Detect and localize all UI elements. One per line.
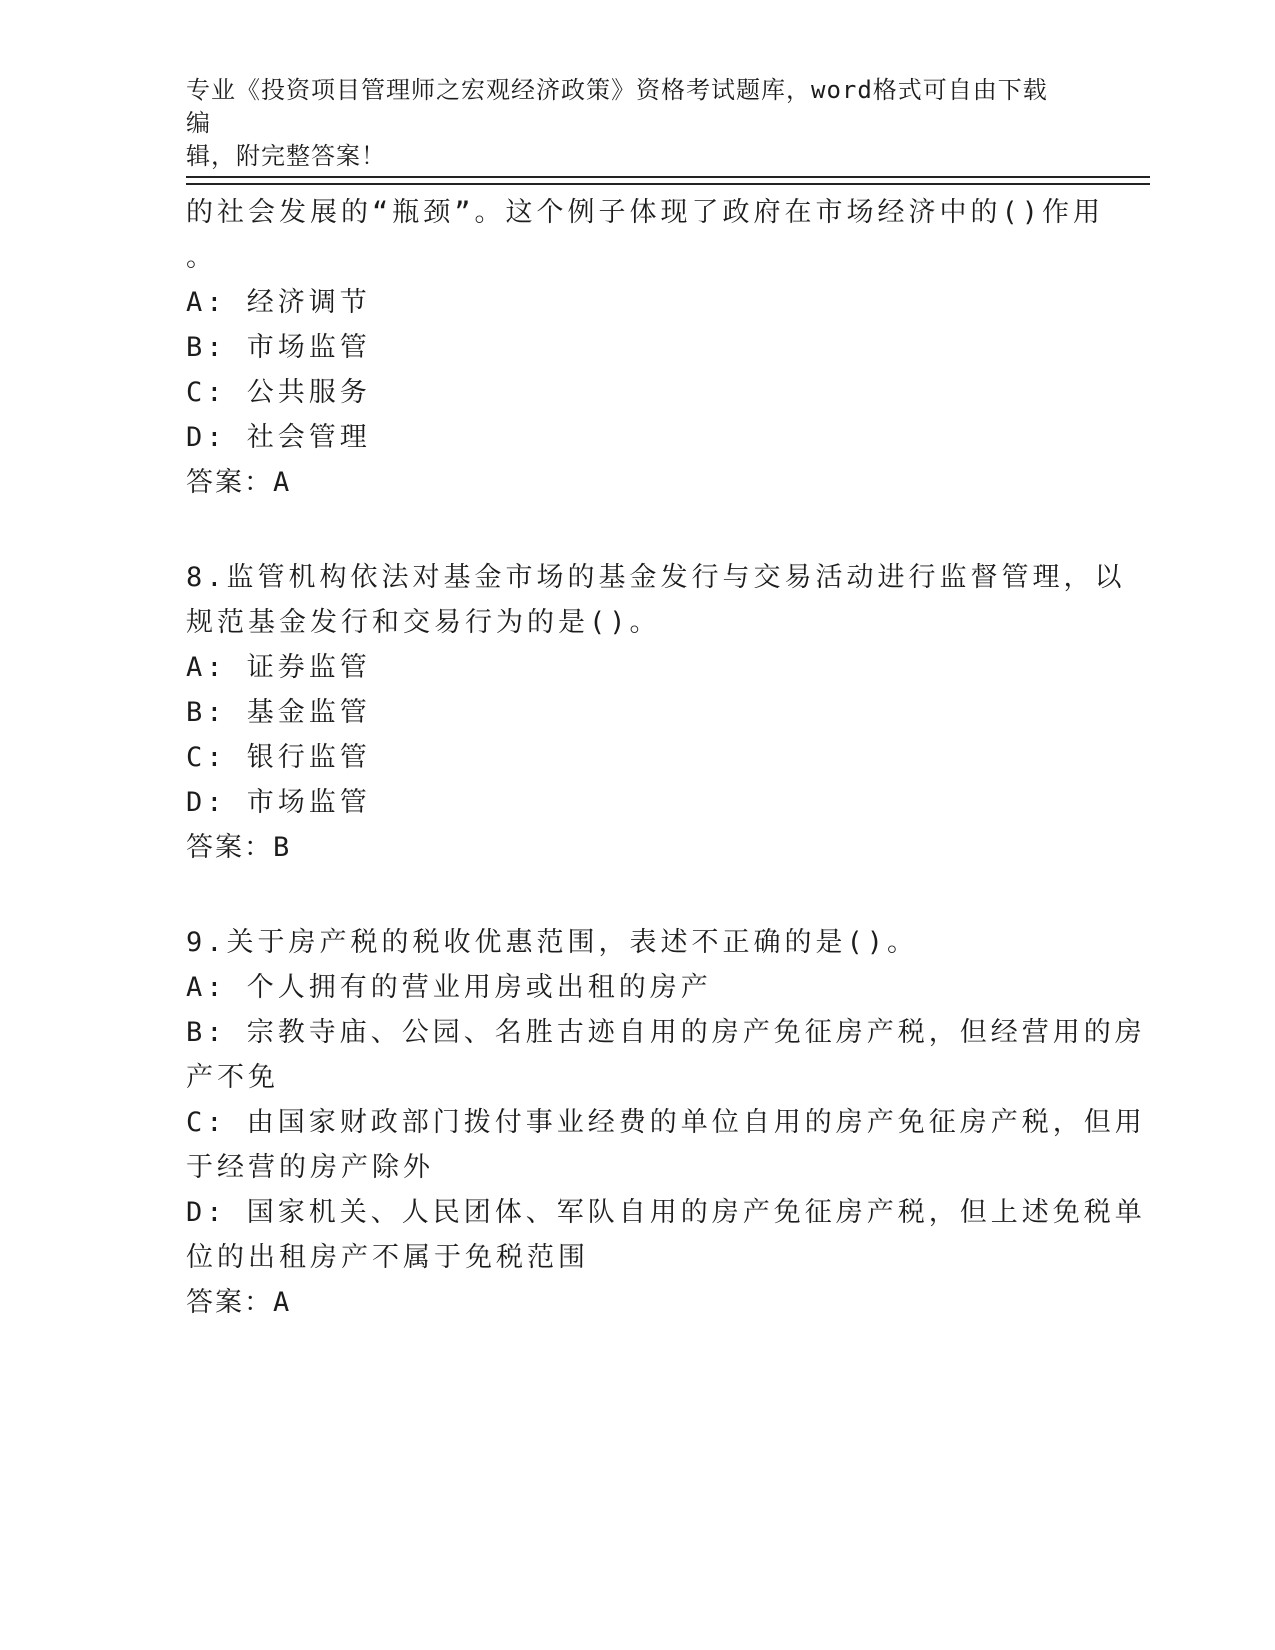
option-d: D: 国家机关、人民团体、军队自用的房产免征房产税，但上述免税单: [186, 1197, 1146, 1228]
option-b: B: 市场监管: [186, 332, 371, 363]
question-text: 8.监管机构依法对基金市场的基金发行与交易活动进行监督管理，以: [186, 562, 1126, 593]
question-8: [186, 555, 1126, 870]
answer: 答案：A: [186, 467, 292, 498]
question-9: [186, 920, 1146, 1325]
option-a: A: 经济调节: [186, 287, 371, 318]
spacer: [186, 870, 1076, 920]
option-a: A: 个人拥有的营业用房或出租的房产: [186, 972, 712, 1003]
option-c: C: 银行监管: [186, 742, 371, 773]
header-divider-top: [186, 176, 1150, 178]
question-text: 规范基金发行和交易行为的是()。: [186, 607, 661, 638]
answer: 答案：B: [186, 832, 292, 863]
option-b-continued: 产不免: [186, 1062, 279, 1093]
question-text: 9.关于房产税的税收优惠范围，表述不正确的是()。: [186, 927, 919, 958]
question-text: 的社会发展的“瓶颈”。这个例子体现了政府在市场经济中的()作用: [186, 197, 1105, 228]
option-c-continued: 于经营的房产除外: [186, 1152, 434, 1183]
question-7: [186, 190, 1105, 505]
document-header: [186, 74, 1066, 173]
option-b: B: 宗教寺庙、公园、名胜古迹自用的房产免征房产税，但经营用的房: [186, 1017, 1146, 1048]
answer: 答案：A: [186, 1287, 292, 1318]
option-c: C: 公共服务: [186, 377, 371, 408]
spacer: [186, 505, 1076, 555]
option-d: D: 社会管理: [186, 422, 371, 453]
question-list: [186, 190, 1146, 1325]
header-line-1: 专业《投资项目管理师之宏观经济政策》资格考试题库，word格式可自由下载编: [186, 76, 1048, 137]
question-text: 。: [186, 242, 217, 273]
option-a: A: 证券监管: [186, 652, 371, 683]
option-d: D: 市场监管: [186, 787, 371, 818]
header-divider-bottom: [186, 183, 1150, 185]
option-d-continued: 位的出租房产不属于免税范围: [186, 1242, 589, 1273]
option-c: C: 由国家财政部门拨付事业经费的单位自用的房产免征房产税，但用: [186, 1107, 1146, 1138]
header-line-2: 辑，附完整答案！: [186, 142, 386, 170]
option-b: B: 基金监管: [186, 697, 371, 728]
